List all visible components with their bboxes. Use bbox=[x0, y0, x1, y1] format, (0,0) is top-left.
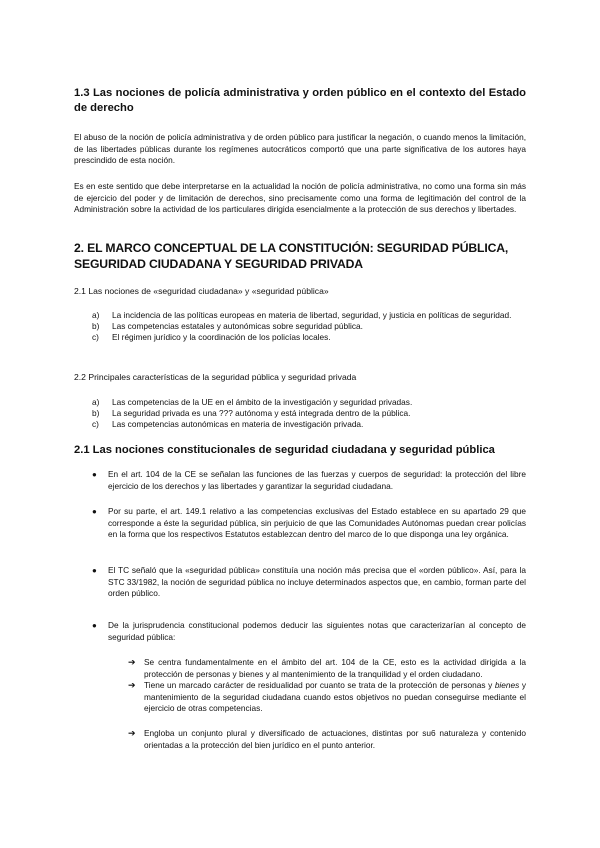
list-item bbox=[92, 310, 526, 321]
bullet-list bbox=[92, 469, 526, 492]
list-item-text: La seguridad privada es una ??? autónoma y está integrada dentro de la pública. bbox=[112, 408, 411, 419]
subsection-2-1-list bbox=[92, 310, 526, 344]
list-item-text: Por su parte, el art. 149.1 relativo a las competencias exclusivas del Estado establece en su apartado 29 que corresponde a éste la seguridad pública, sin perjuicio de que las Comunidades Autónomas puedan crear policías en la forma que los respectivos Estatutos establezcan dentro del marco de lo que disponga una ley orgánica. bbox=[108, 506, 526, 540]
bullet-icon: ● bbox=[92, 621, 97, 630]
subsection-2-1-title: 2.1 Las nociones de «seguridad ciudadana» y «seguridad pública» bbox=[74, 286, 329, 296]
arrow-right-icon: ➔ bbox=[128, 728, 136, 738]
paragraph-policia-interpretacion: Es en este sentido que debe interpretarse en la actualidad la noción de policía administrativa, no como una forma sin más de ejercicio del poder y de limitación de derechos, sino precisamente como una forma de legitimación del control de la Administración sobre la actividad de los particulares dirigida esencialmente a la protección de sus derechos y libertades. bbox=[74, 181, 526, 215]
list-item-text: El TC señaló que la «seguridad pública» constituía una noción más precisa que el «orden público». Así, para la STC 33/1982, la noción de seguridad pública no incluye determinados aspectos que, en cambio, forman parte del orden público. bbox=[108, 565, 526, 599]
list-item-text: Las competencias autonómicas en materia de investigación privada. bbox=[112, 419, 364, 430]
list-item-text: El régimen jurídico y la coordinación de los policías locales. bbox=[112, 332, 331, 343]
list-marker: b) bbox=[92, 408, 100, 419]
list-item-text-start: Tiene un marcado carácter de residualidad por cuanto se trata de la protección de personas y bbox=[144, 680, 493, 691]
bullet-list bbox=[92, 565, 526, 600]
italic-word: bienes bbox=[494, 680, 520, 691]
list-item-text: De la jurisprudencia constitucional podemos deducir las siguientes notas que caracterizarían al concepto de seguridad pública: bbox=[108, 620, 526, 642]
list-item-text-end: y mantenimiento de la seguridad ciudadana cuando estos objetivos no puedan conseguirse mediante el ejercicio de otras competencias. bbox=[144, 680, 526, 714]
section-2-1-constitucional-heading: 2.1 Las nociones constitucionales de seguridad ciudadana y seguridad pública bbox=[74, 444, 495, 456]
list-item bbox=[92, 506, 526, 541]
list-marker: a) bbox=[92, 310, 100, 320]
list-item bbox=[92, 620, 526, 643]
list-item bbox=[92, 408, 526, 419]
subsection-2-2-title: 2.2 Principales características de la seguridad pública y seguridad privada bbox=[74, 372, 357, 382]
list-item bbox=[128, 657, 526, 680]
list-marker: c) bbox=[92, 419, 99, 430]
arrow-list bbox=[128, 728, 526, 751]
list-marker: b) bbox=[92, 321, 100, 332]
bullet-icon: ● bbox=[92, 566, 97, 575]
list-item bbox=[128, 680, 526, 715]
list-item bbox=[92, 321, 526, 332]
list-item bbox=[92, 397, 526, 408]
list-item bbox=[128, 728, 526, 751]
list-item bbox=[92, 469, 526, 492]
list-marker: c) bbox=[92, 332, 99, 343]
list-item-text: Las competencias estatales y autonómicas sobre seguridad pública. bbox=[112, 321, 363, 332]
list-item-text: Se centra fundamentalmente en el ámbito del art. 104 de la CE, esto es la actividad dirigida a la protección de personas y bienes y al mantenimiento de la tranquilidad y el orden ciudadano. bbox=[144, 657, 526, 679]
list-item-text: Las competencias de la UE en el ámbito de la investigación y seguridad privadas. bbox=[112, 397, 413, 407]
section-2-heading: 2. EL MARCO CONCEPTUAL DE LA CONSTITUCIÓN: SEGURIDAD PÚBLICA, SEGURIDAD CIUDADANA Y SEGURIDAD PRIVADA bbox=[74, 241, 509, 271]
list-marker: a) bbox=[92, 397, 100, 407]
bullet-list bbox=[92, 620, 526, 643]
bullet-icon: ● bbox=[92, 470, 97, 479]
arrow-right-icon: ➔ bbox=[128, 680, 136, 691]
arrow-right-icon: ➔ bbox=[128, 657, 136, 667]
arrow-list bbox=[128, 657, 526, 715]
bullet-list bbox=[92, 506, 526, 541]
section-1-3-heading: 1.3 Las nociones de policía administrativa y orden público en el contexto del Estado de derecho bbox=[74, 87, 526, 114]
subsection-2-2-list bbox=[92, 397, 526, 431]
list-item-text: La incidencia de las políticas europeas en materia de libertad, seguridad, y justicia en políticas de seguridad. bbox=[112, 310, 512, 320]
list-item bbox=[92, 565, 526, 600]
bullet-icon: ● bbox=[92, 507, 97, 516]
paragraph-policia-abuso: El abuso de la noción de policía administrativa y de orden público para justificar la negación, o cuando menos la limitación, de las libertades públicas durante los regímenes autocráticos comportó que una parte significativa de los autores haya prescindido de esta noción. bbox=[74, 132, 526, 166]
list-item bbox=[92, 419, 526, 430]
list-item-text: Engloba un conjunto plural y diversificado de actuaciones, distintas por su6 naturaleza y contenido orientadas a la protección del bien jurídico en el punto anterior. bbox=[144, 728, 526, 750]
list-item-text: En el art. 104 de la CE se señalan las funciones de las fuerzas y cuerpos de seguridad: la protección del libre ejercicio de los derechos y las libertades y garantizar la seguridad ciudadana. bbox=[108, 469, 526, 491]
list-item bbox=[92, 332, 526, 343]
